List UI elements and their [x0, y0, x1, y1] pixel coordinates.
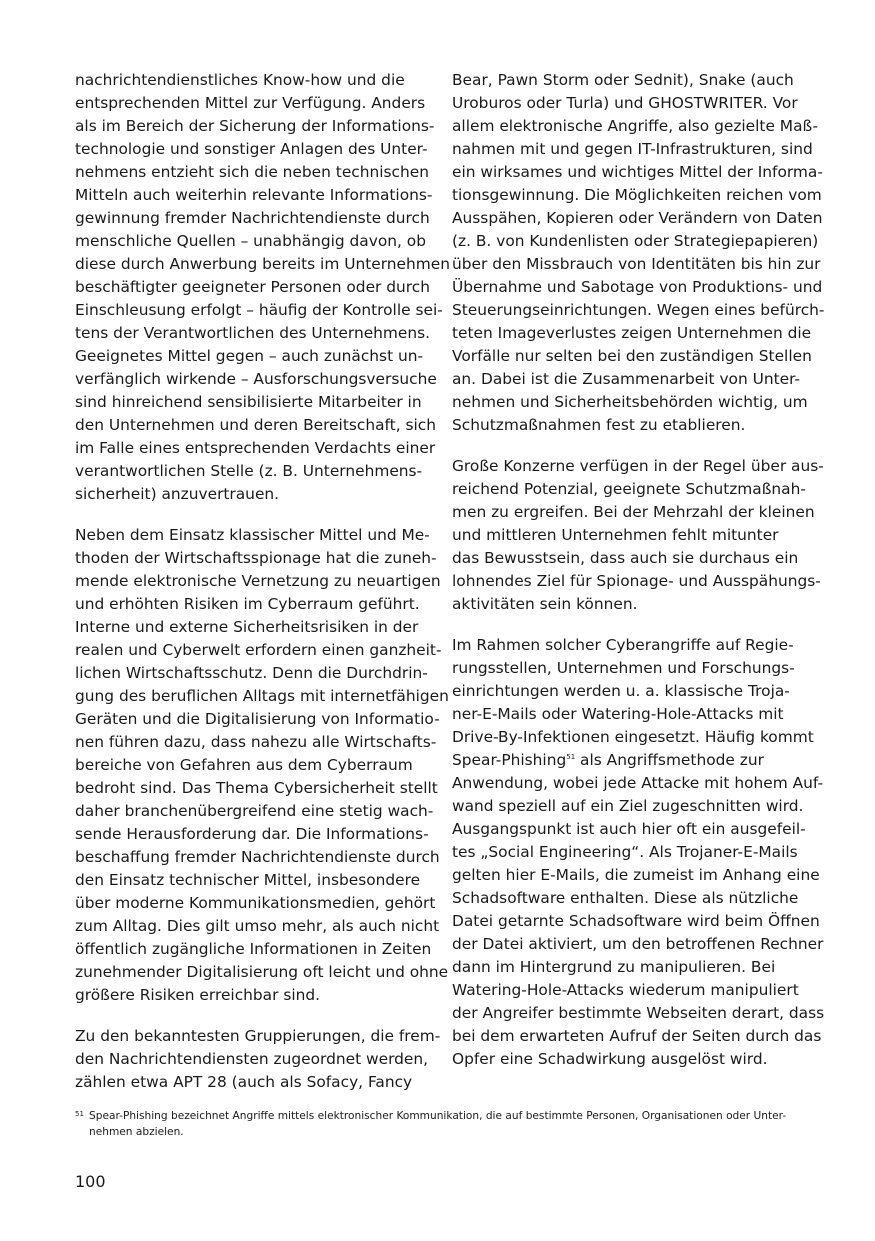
text-line: Opfer eine Schadwirkung ausgelöst wird.	[452, 1050, 768, 1068]
text-line: Vorfälle nur selten bei den zuständigen Stellen	[452, 347, 812, 365]
text-line: daher branchenübergreifend eine stetig wach-	[75, 802, 434, 820]
text-line: aktivitäten sein können.	[452, 595, 638, 613]
text-line: und mittleren Unternehmen fehlt mitunter	[452, 526, 779, 544]
text-line: diese durch Anwerbung bereits im Unternehmen	[75, 255, 450, 273]
text-line: der Angreifer bestimmte Webseiten derart, dass	[452, 1004, 825, 1022]
text-line: Interne und externe Sicherheitsrisiken in der	[75, 618, 419, 636]
paragraph-left-3	[75, 1025, 441, 1094]
paragraph-left-2	[75, 524, 449, 1007]
text-line: Mitteln auch weiterhin relevante Informations-	[75, 186, 433, 204]
text-line: und erhöhten Risiken im Cyberraum geführt.	[75, 595, 420, 613]
text-line: Datei getarnte Schadsoftware wird beim Öffnen	[452, 912, 820, 930]
text-line: men zu ergreifen. Bei der Mehrzahl der kleinen	[452, 503, 815, 521]
paragraph-right-2	[452, 455, 824, 616]
text-line: Geräten und die Digitalisierung von Informatio-	[75, 710, 440, 728]
text-line: Im Rahmen solcher Cyberangriffe auf Regie-	[452, 636, 794, 654]
text-line: realen und Cyberwelt erfordern einen ganzheit-	[75, 641, 442, 659]
text-line: lichen Wirtschaftsschutz. Denn die Durchdrin-	[75, 664, 428, 682]
text-line: nehmens entzieht sich die neben technischen	[75, 163, 429, 181]
text-line: das Bewusstsein, dass auch sie durchaus ein	[452, 549, 799, 567]
text-line: ner-E-Mails oder Watering-Hole-Attacks mit	[452, 705, 784, 723]
text-line: über den Missbrauch von Identitäten bis hin zur	[452, 255, 821, 273]
text-line: ein wirksames und wichtiges Mittel der Informa-	[452, 163, 823, 181]
footnote-text	[75, 1108, 800, 1140]
text-line: den Unternehmen und deren Bereitschaft, sich	[75, 416, 437, 434]
text-line: gung des beruflichen Alltags mit internetfähigen	[75, 687, 449, 705]
text-line: den Nachrichtendiensten zugeordnet werden,	[75, 1050, 429, 1068]
text-line: zum Alltag. Dies gilt umso mehr, als auch nicht	[75, 917, 440, 935]
spear-phishing-term: Spear-Phishing	[452, 751, 567, 769]
paragraph-left-1	[75, 69, 450, 506]
reference-line-rest: als Angriffsmethode zur	[575, 751, 764, 769]
paragraph-right-3-part-a	[452, 634, 814, 749]
text-line: teten Imageverlustes zeigen Unternehmen die	[452, 324, 812, 342]
text-line: Schutzmaßnahmen fest zu etablieren.	[452, 416, 746, 434]
text-line: bei dem erwarteten Aufruf der Seiten durch das	[452, 1027, 822, 1045]
text-line: größere Risiken erreichbar sind.	[75, 986, 321, 1004]
text-line: an. Dabei ist die Zusammenarbeit von Unter-	[452, 370, 801, 388]
text-line: nen führen dazu, dass nahezu alle Wirtschafts-	[75, 733, 437, 751]
text-line: wand speziell auf ein Ziel zugeschnitten wird.	[452, 797, 804, 815]
text-line: im Falle eines entsprechenden Verdachts einer	[75, 439, 436, 457]
text-line: Schadsoftware enthalten. Diese als nützliche	[452, 889, 799, 907]
page-number: 100	[75, 1172, 106, 1191]
text-line: mende elektronische Vernetzung zu neuartigen	[75, 572, 441, 590]
text-line: bedroht sind. Das Thema Cybersicherheit stellt	[75, 779, 438, 797]
footnote	[75, 1108, 800, 1140]
text-line: beschäftigter geeigneter Personen oder durch	[75, 278, 430, 296]
text-line: Drive-By-Infektionen eingesetzt. Häufig kommt	[452, 728, 814, 746]
text-line: Geeignetes Mittel gegen – auch zunächst un-	[75, 347, 424, 365]
text-line: tionsgewinnung. Die Möglichkeiten reichen vom	[452, 186, 822, 204]
text-line: sind hinreichend sensibilisierte Mitarbeiter in	[75, 393, 422, 411]
text-line: (z. B. von Kundenlisten oder Strategiepapieren)	[452, 232, 819, 250]
text-line: gewinnung fremder Nachrichtendienste durch	[75, 209, 430, 227]
text-line: nehmen und Sicherheitsbehörden wichtig, um	[452, 393, 808, 411]
right-column	[452, 69, 825, 1089]
text-line: zunehmender Digitalisierung oft leicht und ohne	[75, 963, 449, 981]
text-line: über moderne Kommunikationsmedien, gehört	[75, 894, 436, 912]
text-line: bereiche von Gefahren aus dem Cyberraum	[75, 756, 413, 774]
text-line: den Einsatz technischer Mittel, insbesondere	[75, 871, 421, 889]
text-line: entsprechenden Mittel zur Verfügung. Anders	[75, 94, 426, 112]
text-line: Bear, Pawn Storm oder Sednit), Snake (auch	[452, 71, 794, 89]
text-line: allem elektronische Angriffe, also gezielte Maß-	[452, 117, 819, 135]
text-line: rungsstellen, Unternehmen und Forschungs-	[452, 659, 795, 677]
paragraph-right-1	[452, 69, 825, 437]
text-line: Einschleusung erfolgt – häufig der Kontrolle sei-	[75, 301, 443, 319]
text-line: verantwortlichen Stelle (z. B. Unternehmens-	[75, 462, 423, 480]
text-line: einrichtungen werden u. a. klassische Troja-	[452, 682, 790, 700]
text-line: beschaffung fremder Nachrichtendienste durch	[75, 848, 440, 866]
paragraph-right-3-part-b	[452, 772, 825, 1071]
text-line: verfänglich wirkende – Ausforschungsversuche	[75, 370, 437, 388]
text-line: Steuerungseinrichtungen. Wegen eines befürch-	[452, 301, 825, 319]
text-line: menschliche Quellen – unabhängig davon, ob	[75, 232, 426, 250]
text-line: Uroburos oder Turla) und GHOSTWRITER. Vor	[452, 94, 798, 112]
text-line: Spear-Phishing bezeichnet Angriffe mittels elektronischer Kommunikation, die auf bestimmte Personen, Organisationen oder Unter-	[89, 1110, 787, 1122]
text-line: lohnendes Ziel für Spionage- und Ausspähungs-	[452, 572, 821, 590]
text-line: Ausspähen, Kopieren oder Verändern von Daten	[452, 209, 823, 227]
text-line: Große Konzerne verfügen in der Regel über aus-	[452, 457, 824, 475]
text-line: gelten hier E-Mails, die zumeist im Anhang eine	[452, 866, 820, 884]
text-line: Übernahme und Sabotage von Produktions- und	[452, 278, 823, 296]
text-line: dann im Hintergrund zu manipulieren. Bei	[452, 958, 776, 976]
text-line: Neben dem Einsatz klassischer Mittel und Me-	[75, 526, 430, 544]
left-column	[75, 69, 450, 1112]
text-line: thoden der Wirtschaftsspionage hat die zuneh-	[75, 549, 437, 567]
text-line: nahmen mit und gegen IT-Infrastrukturen, sind	[452, 140, 813, 158]
text-line: tes „Social Engineering“. Als Trojaner-E-Mails	[452, 843, 798, 861]
text-line: Zu den bekanntesten Gruppierungen, die frem-	[75, 1027, 441, 1045]
text-line: tens der Verantwortlichen des Unternehmens.	[75, 324, 431, 342]
footnote-reference-51[interactable]: 51	[566, 752, 576, 761]
text-line: nachrichtendienstliches Know-how und die	[75, 71, 405, 89]
text-line: reichend Potenzial, geeignete Schutzmaßnah-	[452, 480, 806, 498]
text-line: sicherheit) anzuvertrauen.	[75, 485, 280, 503]
text-line: Ausgangspunkt ist auch hier oft ein ausgefeil-	[452, 820, 806, 838]
text-line: als im Bereich der Sicherung der Informations-	[75, 117, 435, 135]
text-line: Watering-Hole-Attacks wiederum manipuliert	[452, 981, 799, 999]
text-line: zählen etwa APT 28 (auch als Sofacy, Fancy	[75, 1073, 413, 1091]
text-line: Anwendung, wobei jede Attacke mit hohem Auf-	[452, 774, 824, 792]
text-line: öffentlich zugängliche Informationen in Zeiten	[75, 940, 432, 958]
text-line: nehmen abzielen.	[89, 1126, 184, 1138]
paragraph-right-3	[452, 634, 825, 1071]
footnote-number: 51	[75, 1110, 84, 1118]
text-line: der Datei aktiviert, um den betroffenen Rechner	[452, 935, 824, 953]
text-line: technologie und sonstiger Anlagen des Unter-	[75, 140, 428, 158]
footnote-reference-line	[452, 749, 802, 772]
text-line: sende Herausforderung dar. Die Informations-	[75, 825, 429, 843]
